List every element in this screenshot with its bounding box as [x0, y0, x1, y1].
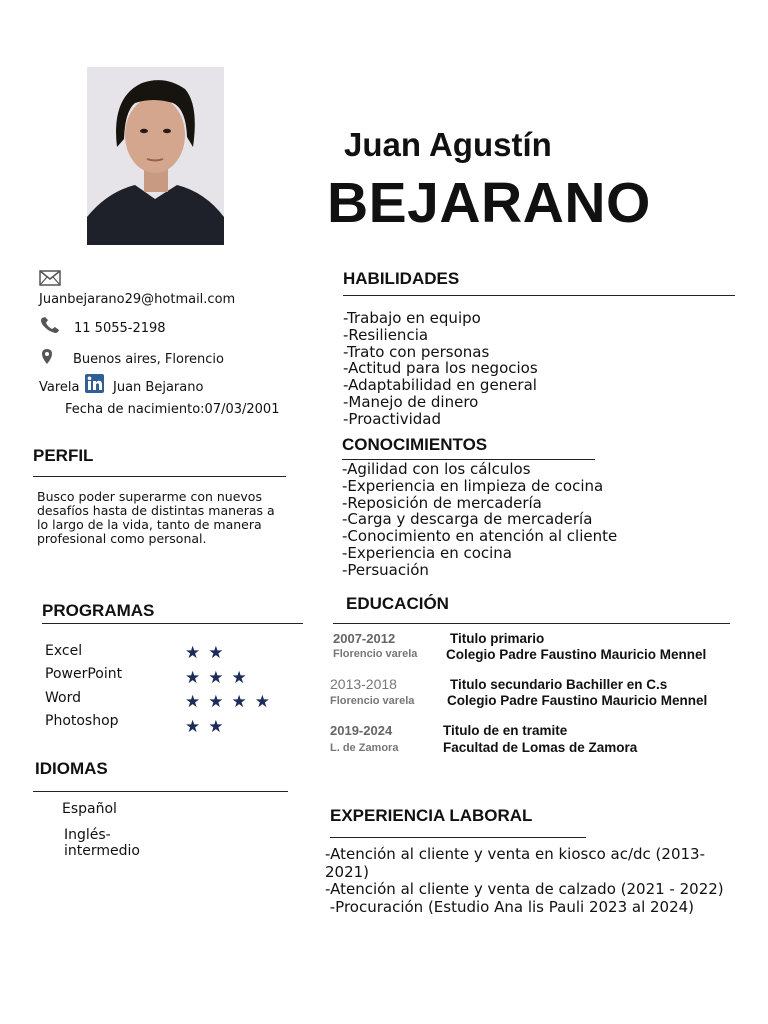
list-item: -Trato con personas	[343, 342, 490, 361]
education-place: Florencio varela	[333, 648, 418, 660]
education-title: Titulo de en tramite	[443, 723, 568, 738]
phone-icon	[39, 316, 61, 338]
experiencia-heading: EXPERIENCIA LABORAL	[330, 806, 533, 825]
language-item: Inglés-	[64, 827, 111, 843]
list-item: -Manejo de dinero	[343, 392, 479, 411]
program-name: PowerPoint	[45, 666, 123, 682]
program-rating-stars: ★★★★	[185, 692, 278, 712]
list-item: -Proactividad	[343, 409, 441, 428]
list-item: -Conocimiento en atención al cliente	[342, 527, 618, 546]
language-item: Español	[62, 801, 117, 817]
idiomas-heading: IDIOMAS	[35, 759, 108, 778]
education-school: Colegio Padre Faustino Mauricio Mennel	[447, 693, 708, 708]
education-place: Florencio varela	[330, 695, 415, 707]
address-line-2: Varela	[39, 380, 80, 395]
experiencia-divider	[330, 837, 586, 838]
program-rating-stars: ★★	[185, 643, 232, 663]
habilidades-list	[343, 310, 538, 428]
education-title: Titulo primario	[450, 631, 545, 646]
education-title: Titulo secundario Bachiller en C.s	[450, 677, 668, 692]
list-item: -Persuación	[342, 560, 429, 579]
programas-divider	[42, 623, 303, 624]
perfil-heading: PERFIL	[33, 446, 94, 465]
last-name: BEJARANO	[327, 171, 651, 235]
list-item: -Resiliencia	[343, 325, 429, 344]
list-item: -Procuración (Estudio Ana lis Pauli 2023 al 2024)	[325, 897, 695, 916]
list-item: -Atención al cliente y venta de calzado (2021 - 2022)	[325, 880, 724, 898]
perfil-divider	[33, 476, 286, 477]
programas-heading: PROGRAMAS	[42, 601, 155, 620]
perfil-line: Busco poder superarme con nuevos	[37, 489, 262, 504]
list-item: -Experiencia en cocina	[342, 543, 513, 562]
conocimientos-list	[342, 461, 617, 579]
perfil-line: desafíos hasta de distintas maneras a	[37, 503, 275, 518]
list-item: -Atención al cliente y venta en kiosco ac/dc (2013-	[325, 845, 705, 863]
perfil-text	[37, 490, 275, 546]
program-rating-stars: ★★★	[185, 668, 255, 688]
list-item: -Reposición de mercadería	[342, 493, 542, 512]
education-school: Facultad de Lomas de Zamora	[443, 740, 638, 755]
perfil-line: lo largo de la vida, tanto de manera	[37, 517, 262, 532]
list-item: -Experiencia en limpieza de cocina	[342, 476, 604, 495]
address-line-1: Buenos aires, Florencio	[73, 352, 224, 367]
profile-photo	[87, 67, 224, 245]
program-name: Word	[45, 690, 81, 706]
phone-text: 11 5055-2198	[74, 321, 166, 336]
language-level: intermedio	[64, 843, 140, 859]
education-years: 2013-2018	[330, 676, 397, 692]
idiomas-divider	[33, 791, 288, 792]
education-years: 2007-2012	[333, 631, 396, 646]
habilidades-divider	[343, 295, 735, 296]
list-item: -Agilidad con los cálculos	[342, 460, 531, 478]
perfil-line: profesional como personal.	[37, 531, 207, 546]
email-text: Juanbejarano29@hotmail.com	[39, 292, 236, 307]
birth-date: Fecha de nacimiento:07/03/2001	[65, 402, 280, 417]
linkedin-icon	[85, 374, 104, 397]
program-rating-stars: ★★	[185, 717, 232, 737]
education-years: 2019-2024	[330, 723, 393, 738]
program-name: Excel	[45, 643, 83, 659]
envelope-icon	[39, 270, 61, 290]
education-place: L. de Zamora	[330, 742, 399, 754]
educacion-divider	[333, 623, 730, 624]
list-item: -Adaptabilidad en general	[343, 376, 537, 395]
list-item: -Trabajo en equipo	[343, 309, 481, 327]
experiencia-list	[325, 846, 724, 916]
program-name: Photoshop	[45, 713, 119, 729]
habilidades-heading: HABILIDADES	[343, 269, 460, 288]
educacion-heading: EDUCACIÓN	[346, 594, 449, 613]
linkedin-text: Juan Bejarano	[113, 380, 204, 395]
education-school: Colegio Padre Faustino Mauricio Mennel	[446, 647, 707, 662]
first-name: Juan Agustín	[344, 126, 552, 163]
location-pin-icon	[41, 348, 53, 369]
conocimientos-heading: CONOCIMIENTOS	[342, 435, 488, 454]
list-item: -Carga y descarga de mercadería	[342, 510, 593, 529]
list-item: 2021)	[325, 862, 370, 881]
list-item: -Actitud para los negocios	[343, 359, 538, 378]
